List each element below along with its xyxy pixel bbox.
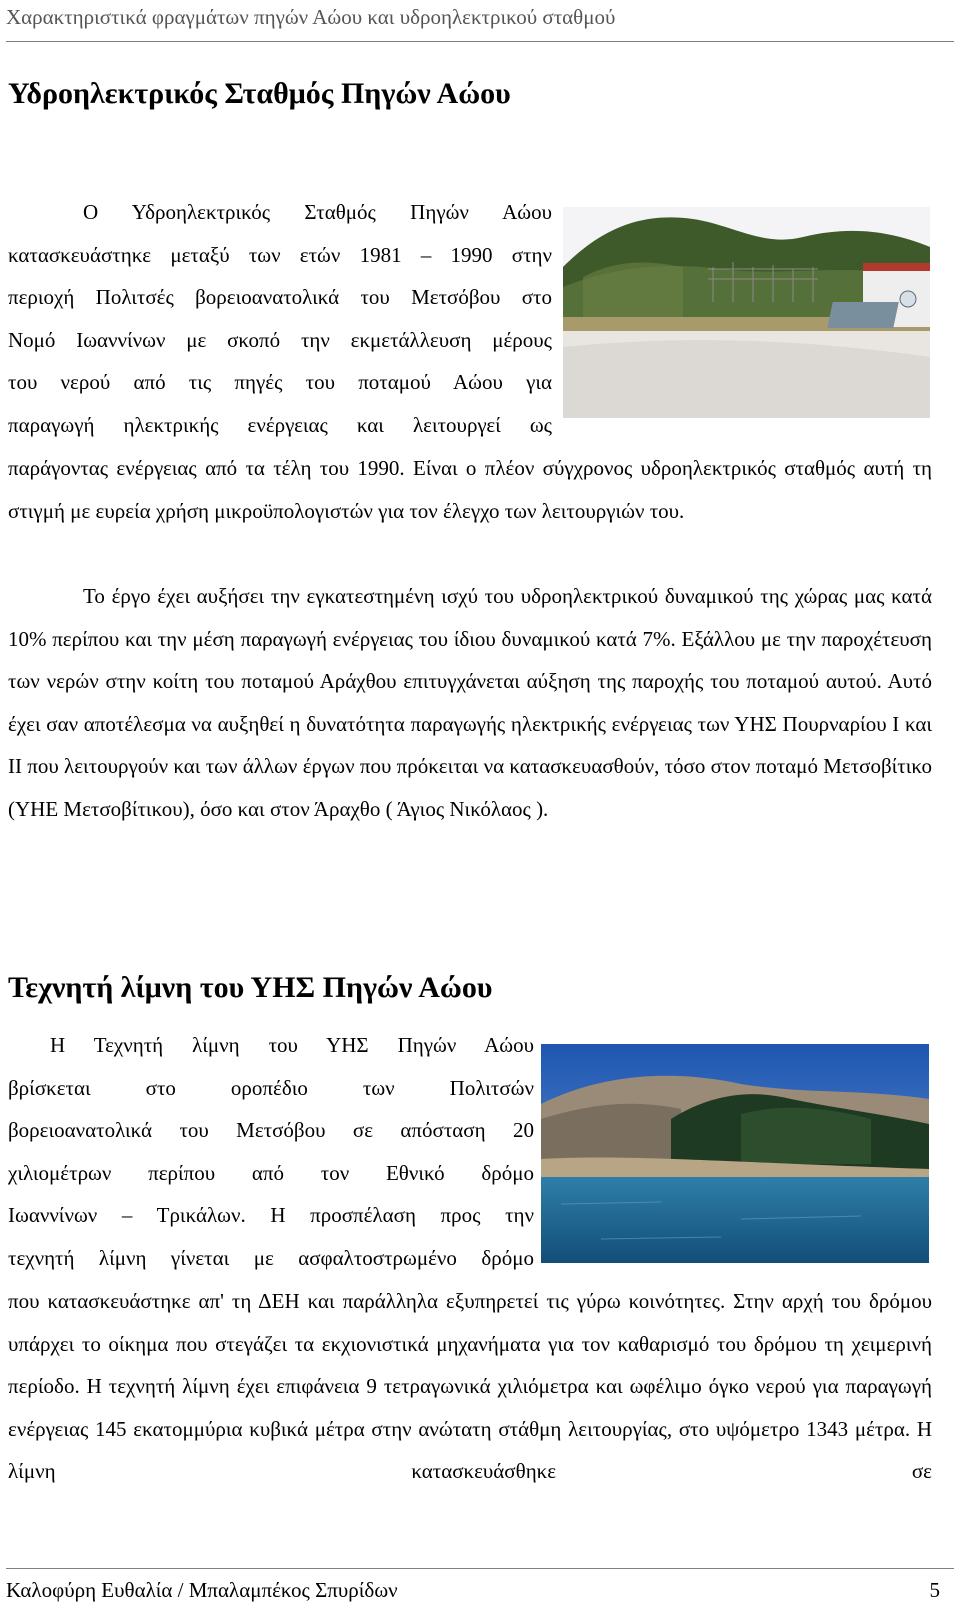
section-heading-artificial-lake: Τεχνητή λίμνη του ΥΗΣ Πηγών Αώου (8, 971, 493, 1004)
lake-description-rest: που κατασκευάστηκε απ' τη ΔΕΗ και παράλληλα εξυπηρετεί τις γύρω κοινότητες. Στην αρχή του δρόμου υπάρχει το οίκημα που στεγάζει τα εκχιονιστικά μηχανήματα για τον καθαρισμό του δρόμου τη χειμερινή περίοδο. Η τεχνητή λίμνη έχει επιφάνεια 9 τετραγωνικά χιλιόμετρα και ωφέλιμο όγκο νερού για παραγωγή ενέργειας 145 εκατομμύρια κυβικά μέτρα στην ανώτατη στάθμη λειτουργίας, στο υψόμετρο 1343 μέτρα. Η λίμνη κατασκευάσθηκε σε (8, 1289, 932, 1484)
power-station-intro-rest: παράγοντας ενέργειας από τα τέλη του 1990. Είναι ο πλέον σύγχρονος υδροηλεκτρικός σταθμός αυτή τη στιγμή με ευρεία χρήση μικροϋπολογιστών για τον έλεγχο των λειτουργιών του. (8, 456, 932, 523)
page-header (6, 2, 954, 42)
text-line: χιλιομέτρων περίπου από τον Εθνικό δρόμο (8, 1160, 534, 1185)
text-line: κατασκευάστηκε μεταξύ των ετών 1981 – 1990 στην (8, 242, 552, 267)
power-station-impact-paragraph: Το έργο έχει αυξήσει την εγκατεστημένη ισχύ του υδροηλεκτρικού δυναμικού της χώρας μας κατά 10% περίπου και την μέση παραγωγή ενέργειας του ίδιου δυναμικού κατά 7%. Εξάλλου με την παροχέτευση των νερών στην κοίτη του ποταμού Αράχθου επιτυγχάνεται αύξηση της παροχής του ποταμού αυτού. Αυτό έχει σαν αποτέλεσμα να αυξηθεί η δυνατότητα παραγωγής ηλεκτρικής ενέργειας των ΥΗΣ Πουρναρίου Ι και ΙΙ που λειτουργούν και των άλλων έργων που πρόκειται να κατασκευασθούν, τόσο στον ποταμό Μετσοβίτικο (ΥΗΕ Μετσοβίτικου), όσο και στον Άραχθο ( Άγιος Νικόλαος ). (8, 584, 932, 821)
page-number: 5 (929, 1578, 940, 1602)
lake-intro-wrapped (8, 1024, 534, 1280)
header-rule (6, 41, 954, 42)
text-line: τεχνητή λίμνη γίνεται με ασφαλτοστρωμένο δρόμο (8, 1245, 534, 1270)
text-line: βορειοανατολικά του Μετσόβου σε απόσταση 20 (8, 1118, 534, 1143)
section-heading-power-station: Υδροηλεκτρικός Σταθμός Πηγών Αώου (8, 77, 511, 110)
power-station-photo (563, 207, 930, 418)
text-line: Η Τεχνητή λίμνη του ΥΗΣ Πηγών Αώου (50, 1033, 534, 1057)
footer-authors: Καλοφύρη Ευθαλία / Μπαλαμπέκος Σπυρίδων (6, 1578, 398, 1602)
page-footer (6, 1568, 954, 1601)
text-line: Ο Υδροηλεκτρικός Σταθμός Πηγών Αώου (83, 200, 552, 224)
text-line: περιοχή Πολιτσές βορειοανατολικά του Μετσόβου στο (8, 285, 552, 310)
lake-photo (541, 1044, 929, 1263)
text-line: παραγωγή ηλεκτρικής ενέργειας και λειτουργεί ως (8, 412, 552, 437)
text-line: Ιωαννίνων – Τρικάλων. Η προσπέλαση προς την (8, 1203, 534, 1228)
document-title: Χαρακτηριστικά φραγμάτων πηγών Αώου και υδροηλεκτρικού σταθμού (6, 5, 616, 29)
text-line: του νερού από τις πηγές του ποταμού Αώου για (8, 370, 552, 395)
power-station-intro-wrapped (8, 191, 552, 447)
text-line: Νομό Ιωαννίνων με σκοπό την εκμετάλλευση μέρους (8, 327, 552, 352)
text-line: βρίσκεται στο οροπέδιο των Πολιτσών (8, 1075, 534, 1100)
